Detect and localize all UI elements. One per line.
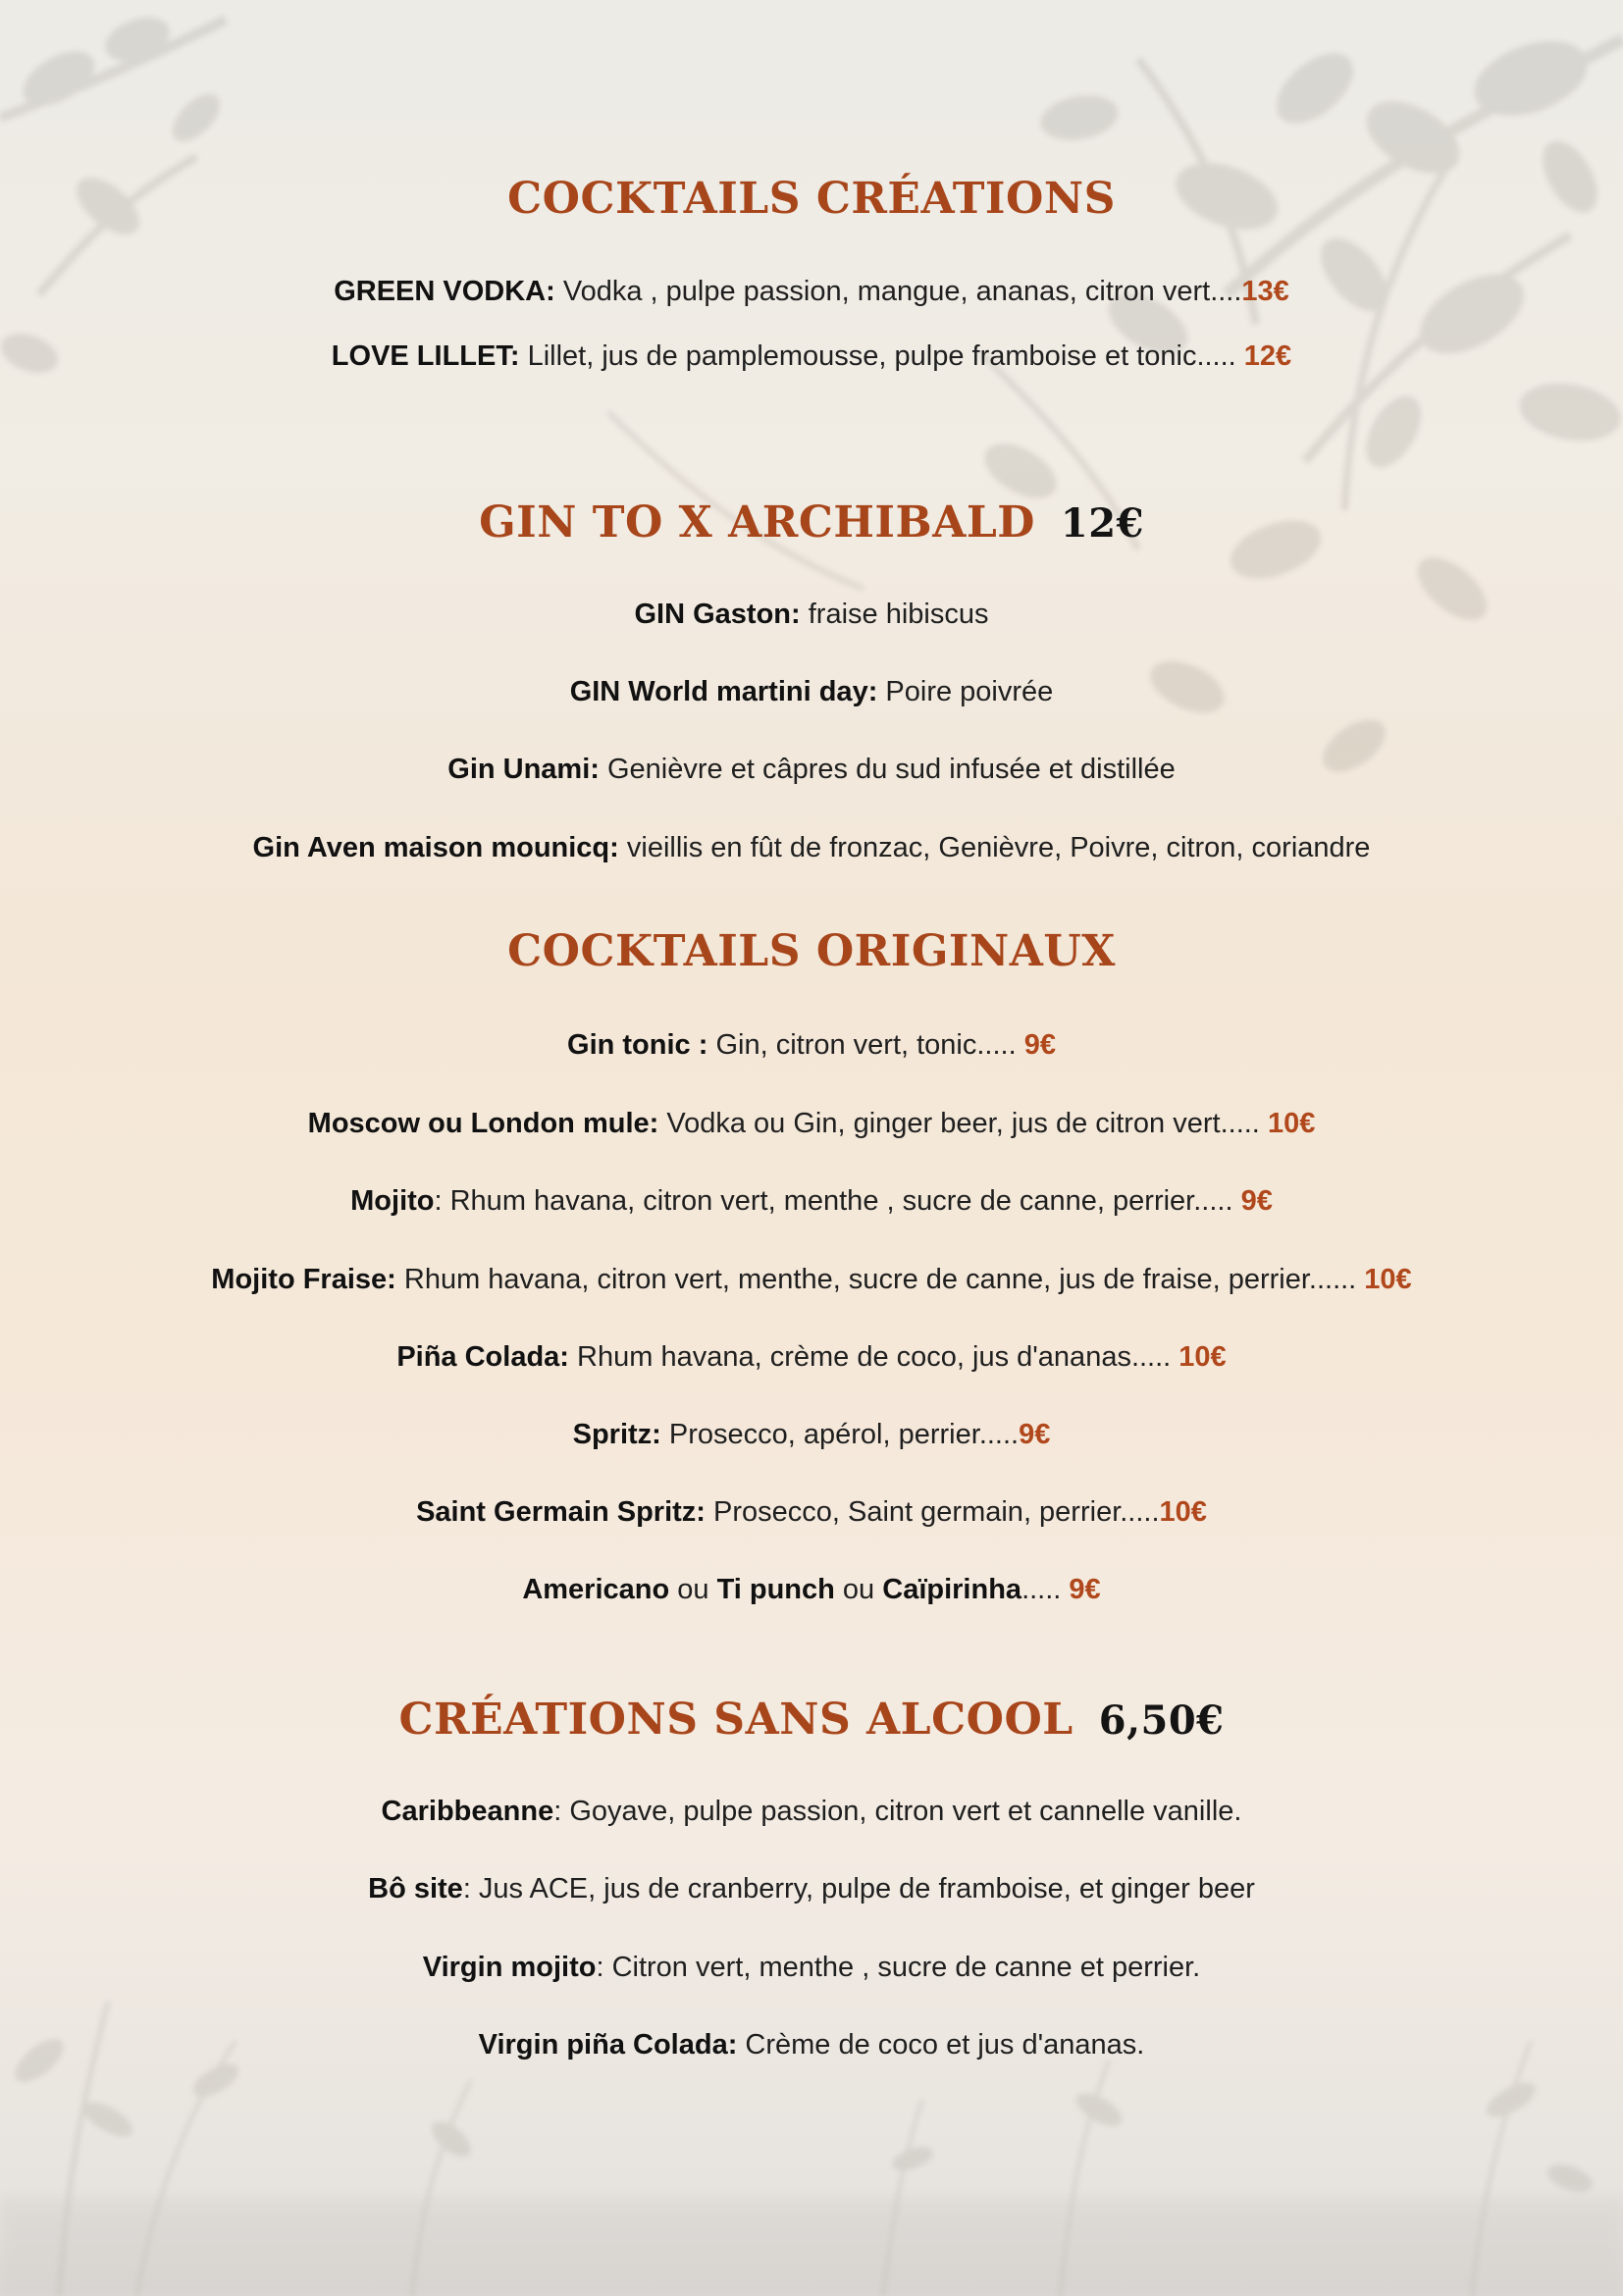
item-name: Virgin mojito: [422, 1952, 597, 1983]
menu-item-love-lillet: [0, 335, 1623, 378]
item-description: Crème de coco et jus d'ananas.: [737, 2029, 1145, 2061]
item-description: .....: [1021, 1574, 1070, 1605]
item-price: 10€: [1267, 1108, 1316, 1139]
section-price: 12€: [1060, 500, 1144, 547]
item-description: Genièvre et câpres du sud infusée et distillée: [599, 754, 1176, 785]
section-title-cocktails-creations: [0, 170, 1623, 229]
item-description: Lillet, jus de pamplemousse, pulpe framboise et tonic.....: [519, 340, 1244, 372]
menu-item-bo-site: [0, 1867, 1623, 1910]
section-title-cocktails-originaux: [0, 922, 1623, 981]
item-name: Mojito Fraise:: [211, 1264, 396, 1295]
section-title-text: GIN TO X ARCHIBALD: [479, 497, 1035, 548]
item-price: 9€: [1069, 1574, 1101, 1605]
item-description: fraise hibiscus: [800, 599, 989, 630]
menu-item-gin-gaston: [0, 593, 1623, 636]
item-price: 10€: [1178, 1341, 1227, 1373]
item-connector-2: ou: [834, 1574, 883, 1605]
menu-item-spritz: [0, 1413, 1623, 1456]
section-title-text: COCKTAILS CRÉATIONS: [507, 174, 1116, 224]
item-description: Vodka , pulpe passion, mangue, ananas, citron vert....: [554, 276, 1242, 307]
menu-item-gin-aven-maison-mounicq: [0, 826, 1623, 869]
section-title-gin-to-x-archibald: [0, 494, 1623, 553]
menu-item-green-vodka: [0, 270, 1623, 313]
item-description: Gin, citron vert, tonic.....: [707, 1029, 1024, 1061]
item-price: 9€: [1023, 1029, 1056, 1061]
item-name: GIN Gaston:: [634, 599, 801, 630]
section-title-creations-sans-alcool: [0, 1691, 1623, 1750]
menu-item-saint-germain-spritz: [0, 1490, 1623, 1534]
item-name: Gin Unami:: [447, 754, 600, 785]
item-name: LOVE LILLET:: [331, 340, 520, 372]
item-description: Poire poivrée: [877, 676, 1054, 707]
item-price: 9€: [1019, 1419, 1051, 1450]
menu-item-gin-world-martini-day: [0, 670, 1623, 713]
item-name: Gin Aven maison mounicq:: [252, 832, 619, 863]
item-name: Saint Germain Spritz:: [416, 1496, 706, 1528]
item-price: 12€: [1243, 340, 1292, 372]
item-name: Caribbeanne: [381, 1796, 554, 1827]
item-description: Rhum havana, citron vert, menthe, sucre de canne, jus de fraise, perrier......: [395, 1264, 1365, 1295]
item-name: Piña Colada:: [396, 1341, 569, 1373]
item-name: Bô site: [368, 1873, 463, 1905]
item-price: 10€: [1364, 1264, 1412, 1295]
section-price: 6,50€: [1098, 1697, 1225, 1744]
section-title-text: COCKTAILS ORIGINAUX: [507, 926, 1116, 976]
item-description: : Citron vert, menthe , sucre de canne et perrier.: [596, 1952, 1201, 1983]
item-description: Prosecco, apérol, perrier.....: [660, 1419, 1020, 1450]
menu-item-mojito: [0, 1179, 1623, 1223]
menu-item-moscow-london-mule: [0, 1102, 1623, 1145]
item-name: Spritz:: [572, 1419, 661, 1450]
item-name: GREEN VODKA:: [334, 276, 555, 307]
section-title-text: CRÉATIONS SANS ALCOOL: [398, 1695, 1073, 1745]
item-name: Americano: [522, 1574, 670, 1605]
item-name: Moscow ou London mule:: [307, 1108, 659, 1139]
menu-item-virgin-pina-colada: [0, 2023, 1623, 2066]
menu-item-gin-tonic: [0, 1023, 1623, 1067]
menu-item-pina-colada: [0, 1335, 1623, 1379]
item-name: Virgin piña Colada:: [478, 2029, 738, 2061]
item-description: vieillis en fût de fronzac, Genièvre, Poivre, citron, coriandre: [618, 832, 1371, 863]
item-name-2: Ti punch: [716, 1574, 835, 1605]
menu-item-americano-ti-punch-caipirinha: [0, 1568, 1623, 1611]
item-name: Gin tonic :: [567, 1029, 708, 1061]
item-description: : Jus ACE, jus de cranberry, pulpe de framboise, et ginger beer: [462, 1873, 1255, 1905]
item-name: Mojito: [350, 1185, 435, 1217]
item-description: Vodka ou Gin, ginger beer, jus de citron vert.....: [658, 1108, 1268, 1139]
item-name-3: Caïpirinha: [882, 1574, 1022, 1605]
menu-item-virgin-mojito: [0, 1946, 1623, 1989]
item-description: Rhum havana, crème de coco, jus d'ananas.....: [568, 1341, 1179, 1373]
item-price: 10€: [1159, 1496, 1207, 1528]
menu-item-caribbeanne: [0, 1790, 1623, 1833]
menu-item-mojito-fraise: [0, 1258, 1623, 1301]
item-description: Prosecco, Saint germain, perrier.....: [705, 1496, 1160, 1528]
item-price: 13€: [1241, 276, 1289, 307]
item-price: 9€: [1240, 1185, 1273, 1217]
item-connector: ou: [669, 1574, 717, 1605]
item-description: : Rhum havana, citron vert, menthe , sucre de canne, perrier.....: [434, 1185, 1241, 1217]
menu-item-gin-unami: [0, 748, 1623, 791]
item-description: : Goyave, pulpe passion, citron vert et cannelle vanille.: [553, 1796, 1242, 1827]
item-name: GIN World martini day:: [569, 676, 878, 707]
